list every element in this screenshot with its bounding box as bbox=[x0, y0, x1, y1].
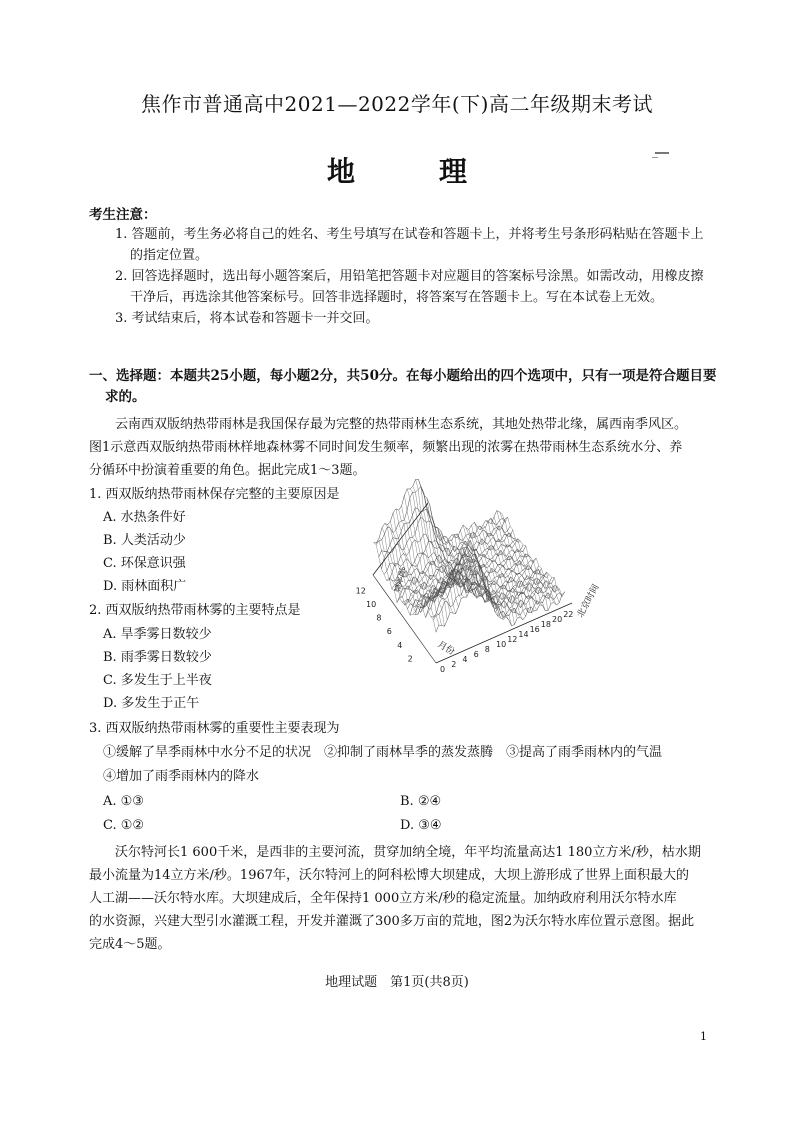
month-axis-label: 月份 bbox=[435, 639, 457, 658]
time-tick-label: 16 bbox=[529, 625, 540, 634]
option: A. ①③ bbox=[103, 794, 144, 809]
time-tick-label: 6 bbox=[473, 650, 479, 659]
mesh-line bbox=[388, 525, 450, 613]
notice-item: 的指定位置。 bbox=[130, 248, 209, 263]
option: C. 多发生于上半夜 bbox=[103, 673, 212, 688]
time-tick-label: 12 bbox=[507, 635, 518, 644]
month-tick-label: 6 bbox=[386, 627, 392, 637]
option: B. 雨季雾日数较少 bbox=[103, 650, 212, 665]
option: D. 雨林面积广 bbox=[103, 579, 187, 594]
notice-heading: 考生注意： bbox=[89, 207, 157, 223]
surface-mesh bbox=[374, 479, 565, 632]
scan-mark bbox=[655, 152, 669, 154]
month-tick-label: 4 bbox=[397, 640, 403, 650]
scan-mark bbox=[652, 157, 658, 158]
statement-line: ①缓解了旱季雨林中水分不足的状况 ②抑制了雨林旱季的蒸发蒸腾 ③提高了雨季雨林内的气温 bbox=[103, 745, 663, 760]
mesh-line bbox=[399, 510, 461, 598]
time-tick-label: 10 bbox=[496, 640, 507, 649]
time-tick-label: 0 bbox=[440, 665, 446, 674]
question-stem: 1. 西双版纳热带雨林保存完整的主要原因是 bbox=[89, 487, 340, 502]
mesh-line bbox=[497, 511, 559, 603]
time-tick-label: 18 bbox=[540, 620, 551, 629]
mesh-line bbox=[376, 541, 438, 625]
statement-line: ④增加了雨季雨林内的降水 bbox=[103, 769, 260, 784]
section-heading-cont: 求的。 bbox=[105, 389, 146, 405]
option: A. 旱季雾日数较少 bbox=[103, 627, 212, 642]
passage-line: 云南西双版纳热带雨林是我国保存最为完整的热带雨林生态系统，其地处热带北缘，属西南季风区。 bbox=[115, 417, 688, 432]
option: D. ③④ bbox=[400, 818, 442, 833]
passage-line: 图1示意西双版纳热带雨林样地森林雾不同时间发生频率，频繁出现的浓雾在热带雨林生态系统水分、养 bbox=[89, 440, 683, 455]
month-tick-label: 2 bbox=[407, 654, 413, 664]
mesh-line bbox=[502, 515, 564, 597]
passage-line: 沃尔特河长1 600千米，是西非的主要河流，贯穿加纳全境，年平均流量高达1 180立方米/秒，枯水期 bbox=[115, 845, 701, 860]
month-tick-label: 10 bbox=[366, 600, 377, 609]
option: C. 环保意识强 bbox=[103, 556, 186, 571]
time-tick-label: 4 bbox=[462, 655, 468, 664]
time-tick-label: 2 bbox=[451, 660, 457, 669]
question-stem: 3. 西双版纳热带雨林雾的重要性主要表现为 bbox=[89, 721, 340, 736]
option: B. ②④ bbox=[400, 794, 442, 809]
month-tick-label: 8 bbox=[376, 613, 382, 623]
exam-title: 焦作市普通高中2021—2022学年(下)高二年级期末考试 bbox=[141, 92, 653, 116]
mesh-line bbox=[407, 489, 469, 592]
page-number: 1 bbox=[700, 1030, 707, 1043]
time-tick-label: 8 bbox=[484, 645, 490, 654]
option: D. 多发生于正午 bbox=[103, 696, 200, 711]
freq-axis-label: 频率/% bbox=[393, 565, 408, 594]
option: C. ①② bbox=[103, 818, 145, 833]
passage-line: 的水资源，兴建大型引水灌溉工程，开发并灌溉了300多万亩的荒地，图2为沃尔特水库位置示意图。据此 bbox=[89, 914, 695, 929]
notice-item: 干净后，再选涂其他答案标号。回答非选择题时，将答案写在答题卡上。写在本试卷上无效。 bbox=[130, 290, 664, 305]
mesh-line bbox=[404, 495, 466, 597]
time-axis-label: 北京时间 bbox=[575, 582, 602, 620]
notice-item: 2. 回答选择题时，选出每小题答案后，用铅笔把答题卡对应题目的答案标号涂黑。如需改动，用橡皮擦 bbox=[115, 269, 704, 284]
passage-line: 完成4～5题。 bbox=[89, 937, 171, 952]
passage-line: 最小流量为14立方米/秒。1967年，沃尔特河上的阿科松博大坝建成，大坝上游形成了世界上面积最大的 bbox=[89, 868, 690, 883]
time-tick-label: 20 bbox=[552, 615, 563, 624]
month-tick-label: 12 bbox=[355, 586, 366, 596]
time-ticks bbox=[440, 610, 573, 674]
subject-title: 地 理 bbox=[326, 155, 495, 188]
section-heading: 一、选择题：本题共25小题，每小题2分，共50分。在每小题给出的四个选项中，只有一项是符合题目要 bbox=[89, 368, 717, 384]
notice-item: 3. 考试结束后，将本试卷和答题卡一并交回。 bbox=[115, 311, 379, 326]
option: B. 人类活动少 bbox=[103, 533, 186, 548]
option: A. 水热条件好 bbox=[103, 510, 186, 525]
time-tick-label: 22 bbox=[563, 610, 574, 619]
passage-line: 人工湖——沃尔特水库。大坝建成后，全年保持1 000立方米/秒的稳定流量。加纳政府利用沃尔特水库 bbox=[89, 891, 677, 906]
question-stem: 2. 西双版纳热带雨林雾的主要特点是 bbox=[89, 603, 301, 618]
page-footer: 地理试题 第1页(共8页) bbox=[325, 975, 469, 990]
month-ticks bbox=[356, 586, 413, 663]
notice-item: 1. 答题前，考生务必将自己的姓名、考生号填写在试卷和答题卡上，并将考生号条形码粘贴在答题卡上 bbox=[115, 227, 704, 242]
fog-frequency-3d-figure bbox=[355, 498, 705, 674]
mesh-line bbox=[410, 565, 539, 615]
time-tick-label: 14 bbox=[518, 630, 529, 639]
passage-line: 分循环中扮演着重要的角色。据此完成1～3题。 bbox=[89, 463, 366, 478]
